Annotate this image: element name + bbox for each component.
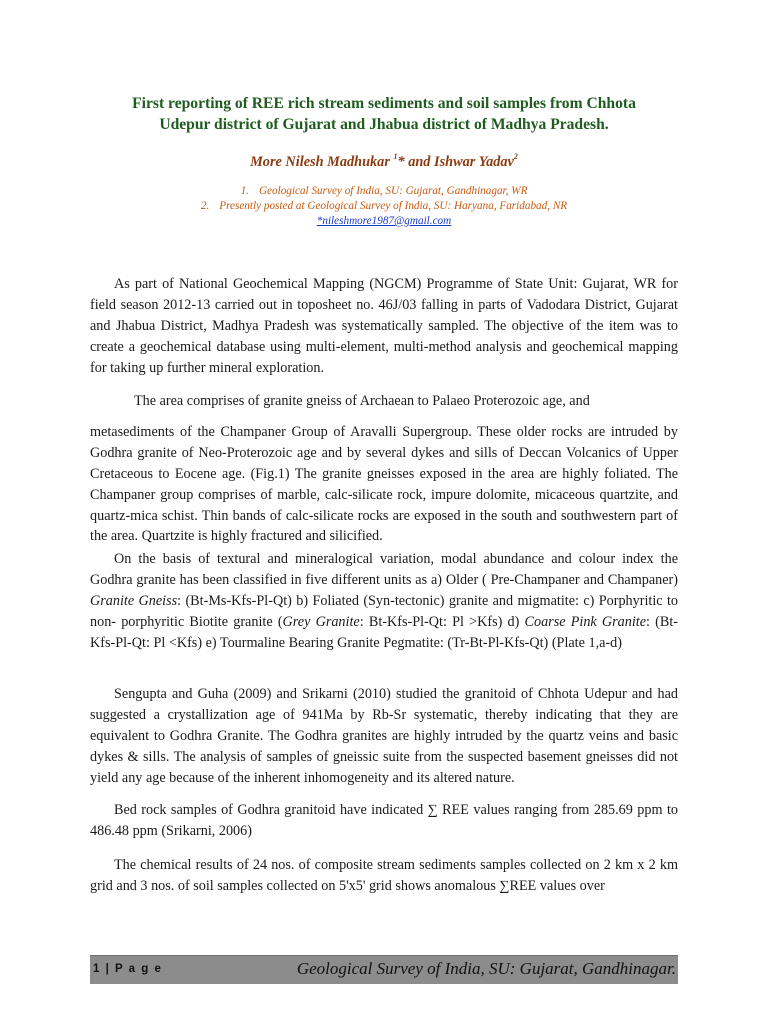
page-footer [90, 955, 678, 984]
footer-page-number: 1 | P a g e [93, 963, 163, 975]
paragraph-2-body: metasediments of the Champaner Group of Aravalli Supergroup. These older rocks are intruded by Godhra granite of Neo-Proterozoic age and by several dykes and sills of Deccan Volcanics of Upper Cretaceous to Eocene age. (Fig.1) The granite gneisses exposed in the area are highly foliated. The Champaner group comprises of marble, calc-silicate rock, impure dolomite, micaceous quartzite, and quartz-mica schist. Thin bands of calc-silicate rocks are exposed in the south and southwestern part of the area. Quartzite is highly fractured and silicified. [90, 423, 678, 545]
title-line-2: Udepur district of Gujarat and Jhabua district of Madhya Pradesh. [159, 116, 609, 133]
paragraph-3-part-c: : Bt-Kfs-Pl-Qt: Pl >Kfs) d) [359, 613, 520, 630]
paragraph-3-part-a: On the basis of textural and mineralogical variation, modal abundance and colour index the Godhra granite has been classified in five different units as a) Older ( Pre-Champaner and Champaner) [90, 551, 678, 588]
author-1-superscript: 1 [393, 152, 398, 161]
author-separator: * and [397, 153, 431, 170]
term-grey-granite: Grey Granite [282, 613, 360, 630]
paragraph-4: Sengupta and Guha (2009) and Srikarni (2010) studied the granitoid of Chhota Udepur and had suggested a crystallization age of 941Ma by Rb-Sr systematic, thereby indicating that they are equivalent to Godhra Granite. The Godhra granites are highly intruded by the quartz veins and basic dykes & sills. The analysis of samples of gneissic suite from the suspected basement gneisses did not yield any age because of the inherent inhomogeneity and its altered nature. [90, 686, 678, 786]
affiliation-2 [90, 199, 678, 214]
paragraph-3-part-b: : (Bt-Ms-Kfs-Pl-Qt) b) Foliated (Syn-tectonic) granite and migmatite: c) Porphyritic to non- porphyritic Biotite granite ( [90, 592, 678, 630]
paragraph-3-part-d: : (Bt-Kfs-Pl-Qt: Pl <Kfs) e) Tourmaline Bearing Granite Pegmatite: (Tr-Bt-Pl-Kfs-Qt) (Plate 1,a-d) [90, 613, 679, 651]
footer-organization: Geological Survey of India, SU: Gujarat, Gandhinagar. [296, 959, 676, 978]
paragraph-2 [90, 391, 678, 547]
paragraph-1: As part of National Geochemical Mapping (NGCM) Programme of State Unit: Gujarat, WR for field season 2012-13 carried out in toposheet no. 46J/03 falling in parts of Vadodara District, Gujarat and Jhabua District, Madhya Pradesh was systematically sampled. The objective of the item was to create a geochemical database using multi-element, multi-method analysis and geochemical mapping for taking up further mineral exploration. [90, 276, 678, 376]
affiliation-2-number: 2. [200, 200, 210, 212]
email-link[interactable]: *nileshmore1987@gmail.com [316, 215, 452, 227]
title-line-1: First reporting of REE rich stream sediments and soil samples from Chhota [132, 95, 636, 112]
affiliation-2-text: Presently posted at Geological Survey of India, SU: Haryana, Faridabad, NR [219, 200, 568, 212]
term-coarse-pink-granite: Coarse Pink Granite [524, 613, 647, 630]
author-1-name: More Nilesh Madhukar [250, 153, 390, 170]
author-line [90, 149, 678, 171]
document-title [90, 93, 678, 135]
author-2-name: Ishwar Yadav [434, 153, 514, 170]
author-2-superscript: 2 [513, 152, 518, 161]
paragraph-2-first-line: The area comprises of granite gneiss of Archaean to Palaeo Proterozoic age, and [134, 393, 590, 409]
affiliation-1 [90, 184, 678, 199]
term-granite-gneiss: Granite Gneiss [90, 592, 178, 609]
affiliations [90, 184, 678, 229]
paragraph-6: The chemical results of 24 nos. of composite stream sediments samples collected on 2 km x 2 km grid and 3 nos. of soil samples collected on 5'x5' grid shows anomalous ∑REE values over [90, 857, 678, 894]
paragraph-5: Bed rock samples of Godhra granitoid have indicated ∑ REE values ranging from 285.69 ppm to 486.48 ppm (Srikarni, 2006) [90, 802, 678, 839]
paragraph-3 [90, 549, 678, 654]
affiliation-1-number: 1. [240, 185, 249, 197]
affiliation-1-text: Geological Survey of India, SU: Gujarat, Gandhinagar, WR [258, 185, 528, 197]
